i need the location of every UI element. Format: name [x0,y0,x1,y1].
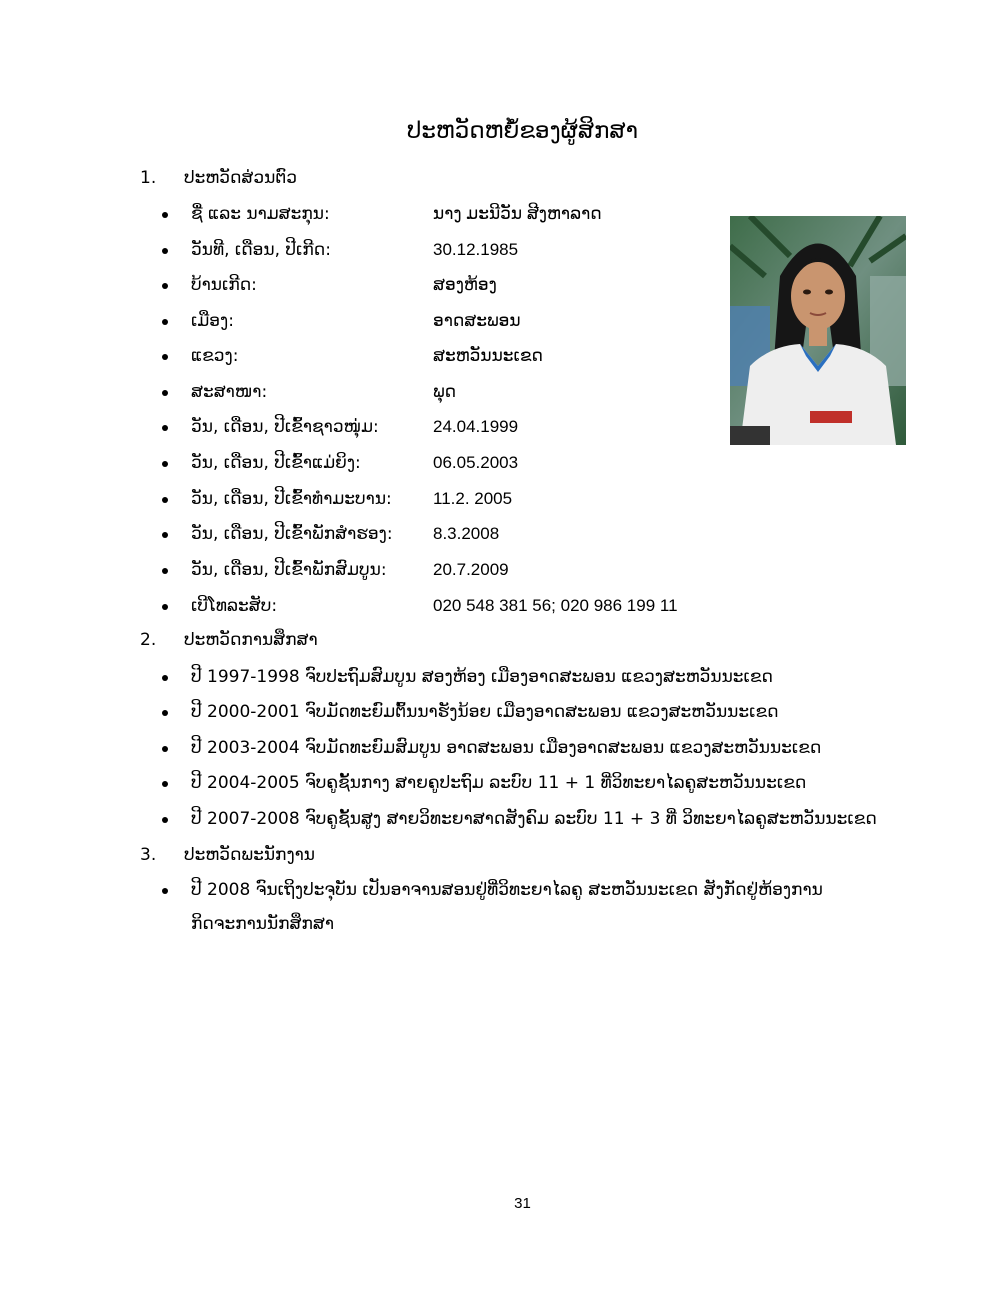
work-entry-continuation: ກິດຈະການນັກສຶກສາ [191,914,335,934]
field-label: ວັນທີ, ເດືອນ, ປີເກີດ: [191,240,331,260]
work-entry: ປີ 2008 ຈົນເຖິງປະຈຸບັນ ເປັນອາຈານສອນຢູ່ທີ່ວິທະຍາໄລຄູ ສະຫວັນນະເຂດ ສັງກັດຢູ່ຫ້ອງການ [191,880,823,900]
field-label: ແຂວງ: [191,346,239,366]
bullet-icon [162,497,168,503]
bullet-icon [162,319,168,325]
bullet-icon [162,390,168,396]
page-title: ປະຫວັດຫຍໍ້ຂອງຜູ້ສິກສາ [406,118,638,144]
field-value: ສອງຫ້ອງ [433,275,497,294]
field-label: ວັນ, ເດືອນ, ປີເຂົ້າພັກສຳຮອງ: [191,524,393,544]
bullet-icon [162,604,168,610]
field-value: 20.7.2009 [433,560,509,579]
portrait-icon [730,216,906,445]
field-label: ວັນ, ເດືອນ, ປີເຂົ້າພັກສົມບູນ: [191,560,387,580]
profile-photo [730,216,906,445]
bullet-icon [162,817,168,823]
field-value: 8.3.2008 [433,524,500,543]
field-value: 30.12.1985 [433,240,519,259]
education-entry: ປີ 2000-2001 ຈົບມັດທະຍົມຕົ້ນນາຮັງນ້ອຍ ເມືອງອາດສະພອນ ແຂວງສະຫວັນນະເຂດ [191,702,779,722]
section-number: 2. [140,630,157,650]
section-title: ປະຫວັດການສຶກສາ [184,630,318,650]
bullet-icon [162,283,168,289]
education-entry: ປີ 2004-2005 ຈົບຄູຊັ້ນກາງ ສາຍຄູປະຖົມ ລະບົບ 11 + 1 ທີ່ວິທະຍາໄລຄູສະຫວັນນະເຂດ [191,773,807,793]
field-value: 06.05.2003 [433,453,519,472]
field-label: ເບີໂທລະສັບ: [191,596,278,616]
field-label: ເມືອງ: [191,311,234,331]
bullet-icon [162,568,168,574]
section-work-heading [140,845,315,865]
field-label: ວັນ, ເດືອນ, ປີເຂົ້າທຳມະບານ: [191,489,392,509]
field-value: 020 548 381 56; 020 986 199 11 [433,596,678,615]
section-number: 3. [140,845,157,865]
education-entry: ປີ 1997-1998 ຈົບປະຖົມສົມບູນ ສອງຫ້ອງ ເມືອງອາດສະພອນ ແຂວງສະຫວັນນະເຂດ [191,667,773,687]
bullet-icon [162,532,168,538]
bullet-icon [162,675,168,681]
section-personal-heading [140,168,297,188]
section-title: ປະຫວັດພະນັກງານ [184,845,316,865]
education-entry: ປີ 2007-2008 ຈົບຄູຊັ້ນສູງ ສາຍວິທະຍາສາດສັງຄົມ ລະບົບ 11 + 3 ທີ່ ວິທະຍາໄລຄູສະຫວັນນະເຂດ [191,809,877,829]
section-education-heading [140,630,318,650]
bullet-icon [162,248,168,254]
section-number: 1. [140,168,157,188]
bullet-icon [162,781,168,787]
field-value: ພຸດ [433,382,457,401]
bullet-icon [162,746,168,752]
bullet-icon [162,212,168,218]
field-label: ຊື່ ແລະ ນາມສະກຸນ: [191,204,330,224]
education-entry: ປີ 2003-2004 ຈົບມັດທະຍົມສົມບູນ ອາດສະພອນ ເມືອງອາດສະພອນ ແຂວງສະຫວັນນະເຂດ [191,738,822,758]
field-value: ອາດສະພອນ [433,311,521,330]
field-label: ບ້ານເກີດ: [191,275,257,295]
bullet-icon [162,461,168,467]
field-value: ສະຫວັນນະເຂດ [433,346,543,365]
section-title: ປະຫວັດສ່ວນຕົວ [184,168,297,188]
bullet-icon [162,354,168,360]
field-label: ວັນ, ເດືອນ, ປີເຂົ້າແມ່ຍິງ: [191,453,361,473]
page-number: 31 [514,1195,531,1212]
field-label: ສະສາໜາ: [191,382,268,402]
field-label: ວັນ, ເດືອນ, ປີເຂົ້າຊາວໜຸ່ມ: [191,417,379,437]
bullet-icon [162,888,168,894]
field-value: ນາງ ມະນີວັນ ສີງຫາລາດ [433,204,602,223]
field-value: 11.2. 2005 [433,489,513,508]
field-value: 24.04.1999 [433,417,519,436]
bullet-icon [162,710,168,716]
bullet-icon [162,425,168,431]
